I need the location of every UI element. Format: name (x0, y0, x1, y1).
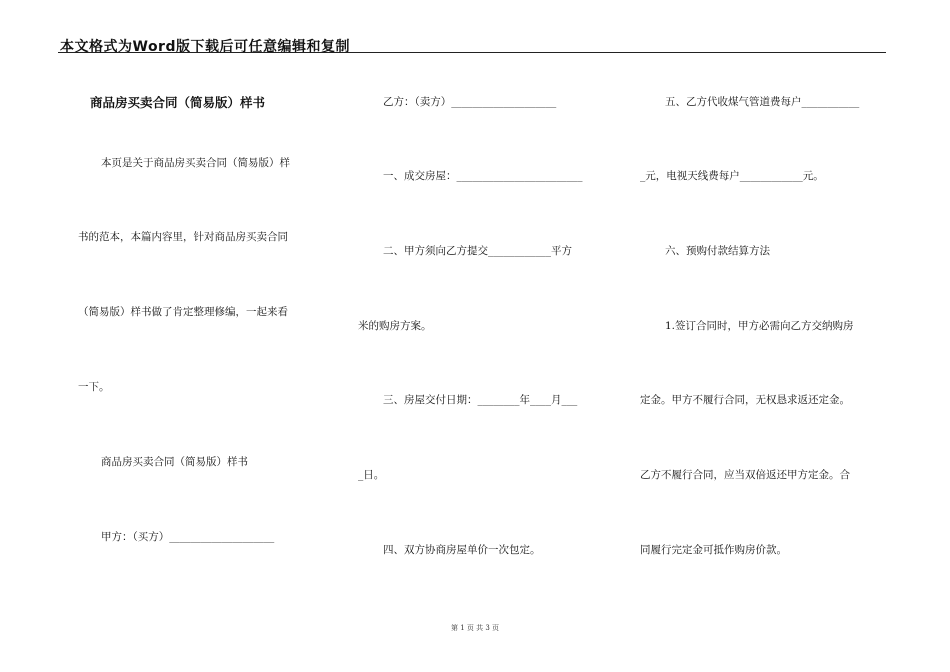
body-line: 本页是关于商品房买卖合同（简易版）样 (101, 157, 290, 169)
body-line: 定金。甲方不履行合同，无权恳求返还定金。 (640, 394, 850, 406)
document-header: 本文格式为Word版下载后可任意编辑和复制 (60, 39, 350, 55)
body-line: 甲方：（买方）____________________ (101, 531, 275, 543)
body-line: 一下。 (78, 381, 110, 393)
body-line: 乙方：（卖方）____________________ (383, 96, 557, 108)
document-title: 商品房买卖合同（简易版）样书 (90, 95, 266, 110)
body-line: 乙方不履行合同，应当双倍返还甲方定金。合 (640, 469, 850, 481)
body-line: （简易版）样书做了肯定整理修编，一起来看 (78, 306, 288, 318)
body-line: 三、房屋交付日期：________年____月___ (383, 394, 578, 406)
body-line: 一、成交房屋：________________________ (383, 170, 583, 182)
body-line: _元，电视天线费每户____________元。 (640, 170, 824, 182)
body-line: 书的范本，本篇内容里，针对商品房买卖合同 (78, 231, 288, 243)
body-line: 六、预购付款结算方法 (665, 245, 770, 257)
header-divider (58, 52, 886, 53)
body-line: 米的购房方案。 (358, 320, 432, 332)
body-line: 1.签订合同时，甲方必需向乙方交纳购房 (665, 320, 854, 332)
body-line: 二、甲方须向乙方提交____________平方 (383, 245, 572, 257)
body-line: 四、双方协商房屋单价一次包定。 (383, 544, 541, 556)
body-line: 同履行完定金可抵作购房价款。 (640, 544, 787, 556)
body-line: _日。 (358, 469, 385, 481)
body-line: 五、乙方代收煤气管道费每户___________ (665, 96, 860, 108)
body-line: 商品房买卖合同（简易版）样书 (101, 456, 248, 468)
page-number: 第 1 页 共 3 页 (450, 624, 500, 632)
